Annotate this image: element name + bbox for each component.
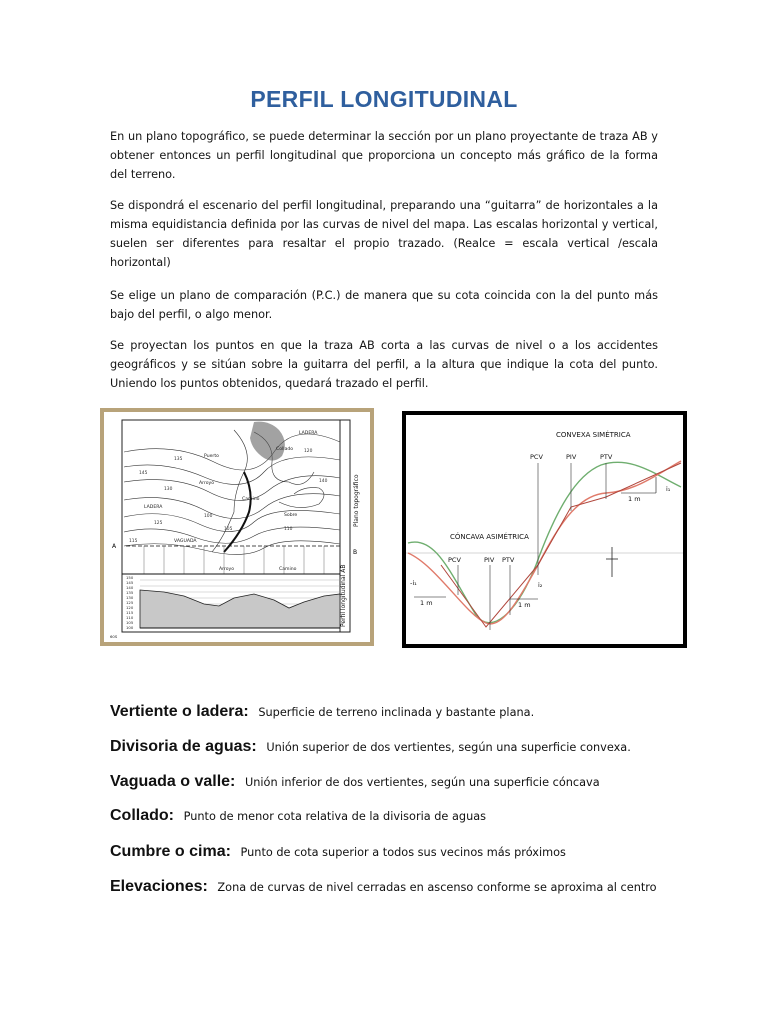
definition-text: Punto de menor cota relativa de la divisoria de aguas — [183, 810, 487, 823]
map-label: Arroyo — [219, 567, 235, 572]
definition-item — [110, 772, 658, 792]
map-label: Puerto — [204, 454, 219, 459]
contour-value: 130 — [164, 487, 173, 492]
slope-label: -i₁ — [410, 579, 417, 587]
concave-title: CÓNCAVA ASIMÉTRICA — [450, 533, 529, 541]
definition-term: Cumbre o cima: — [110, 843, 231, 860]
contour-value: 110 — [284, 527, 293, 532]
contour-value: 125 — [154, 521, 163, 526]
topographic-map-figure — [100, 408, 374, 646]
definition-separator: : — [243, 703, 249, 720]
axis-value: 110 — [126, 615, 134, 620]
axis-value: 120 — [126, 605, 134, 610]
contour-value: 120 — [304, 449, 313, 454]
slope-label: i₁ — [666, 485, 671, 493]
paragraph-guitarra: Se dispondrá el escenario del perfil longitudinal, preparando una “guitarra” de horizontales a la misma equidistancia definida por las curvas de nivel del mapa. Las escalas horizontal y vertical, suelen ser diferentes para resaltar el propio trazado. (Realce = escala vertical /escala horizontal) — [110, 199, 658, 269]
contour-value: 145 — [139, 471, 148, 476]
contour-value: 100 — [204, 514, 213, 519]
paragraph-intro: En un plano topográfico, se puede determinar la sección por un plano proyectante de traza AB y obtener entonces un perfil longitudinal que proporciona un concepto más gráfico de la forma del terreno. — [110, 130, 658, 181]
axis-value: 125 — [126, 600, 134, 605]
definition-term: Collado: — [110, 807, 174, 824]
side-label-top: Plano topográfico — [353, 474, 360, 527]
axis-value: 140 — [126, 585, 134, 590]
paragraph-proyeccion: Se proyectan los puntos en que la traza AB corta a las curvas de nivel o a los accidentes geográficos y se sitúan sobre la guitarra del perfil, a la altura que indique la cota del punto. Uniendo los puntos obtenidos, quedará trazado el perfil. — [110, 339, 658, 390]
vertical-curves-figure — [402, 411, 687, 648]
axis-value: 150 — [126, 575, 134, 580]
convex-label: PIV — [566, 453, 577, 461]
topographic-map-drawing — [104, 412, 370, 642]
paragraph-plano-comparacion: Se elige un plano de comparación (P.C.) de manera que su cota coincida con la del punto más bajo del perfil, o algo menor. — [110, 289, 658, 321]
concave-label: PTV — [502, 556, 515, 564]
map-label: LADERA — [299, 431, 318, 436]
definition-item — [110, 702, 658, 722]
definition-text: Unión inferior de dos vertientes, según una superficie cóncava — [244, 776, 600, 789]
axis-value: 135 — [126, 590, 134, 595]
contour-value: 115 — [129, 539, 138, 544]
definition-item — [110, 877, 658, 897]
side-label-bottom: Perfil longitudinal AB — [340, 564, 347, 627]
map-label: Camino — [279, 567, 297, 572]
base-label: 60S — [110, 634, 118, 639]
point-b-label: B — [353, 549, 358, 556]
map-label: Arroyo — [199, 481, 215, 486]
axis-value: 145 — [126, 580, 134, 585]
definition-text: Punto de cota superior a todos sus vecinos más próximos — [240, 846, 566, 859]
axis-value: 115 — [126, 610, 134, 615]
definition-term: Divisoria de aguas: — [110, 738, 257, 755]
definition-term: Vertiente o ladera — [110, 703, 244, 720]
page-title: PERFIL LONGITUDINAL — [250, 86, 518, 112]
dimension-label: 1 m — [420, 599, 433, 607]
contour-value: 140 — [319, 479, 328, 484]
map-label: VAGUADA — [174, 539, 197, 544]
definition-text: Unión superior de dos vertientes, según una superficie convexa. — [266, 741, 631, 754]
map-label: Camino — [242, 497, 260, 502]
definition-item — [110, 806, 658, 826]
vertical-curves-drawing — [406, 415, 683, 644]
concave-label: PIV — [484, 556, 495, 564]
dimension-label: 1 m — [628, 495, 641, 503]
definition-item — [110, 737, 658, 757]
definition-term: Elevaciones: — [110, 878, 208, 895]
point-a-label: A — [112, 543, 117, 550]
axis-value: 105 — [126, 620, 134, 625]
dimension-label: 1 m — [518, 601, 531, 609]
definition-term: Vaguada o valle: — [110, 773, 236, 790]
concave-label: PCV — [448, 556, 461, 564]
axis-value: 130 — [126, 595, 134, 600]
contour-value: 135 — [174, 457, 183, 462]
map-label: Collado — [276, 447, 294, 452]
convex-title: CONVEXA SIMÉTRICA — [556, 431, 631, 439]
convex-label: PTV — [600, 453, 613, 461]
definition-item — [110, 842, 658, 862]
convex-label: PCV — [530, 453, 543, 461]
map-label: Sobre — [284, 513, 298, 518]
contour-value: 105 — [224, 527, 233, 532]
definition-text: Superficie de terreno inclinada y bastante plana. — [258, 706, 535, 719]
definition-text: Zona de curvas de nivel cerradas en ascenso conforme se aproxima al centro — [217, 881, 657, 894]
axis-value: 100 — [126, 625, 134, 630]
map-label: LADERA — [144, 505, 163, 510]
slope-label: i₂ — [538, 581, 543, 589]
